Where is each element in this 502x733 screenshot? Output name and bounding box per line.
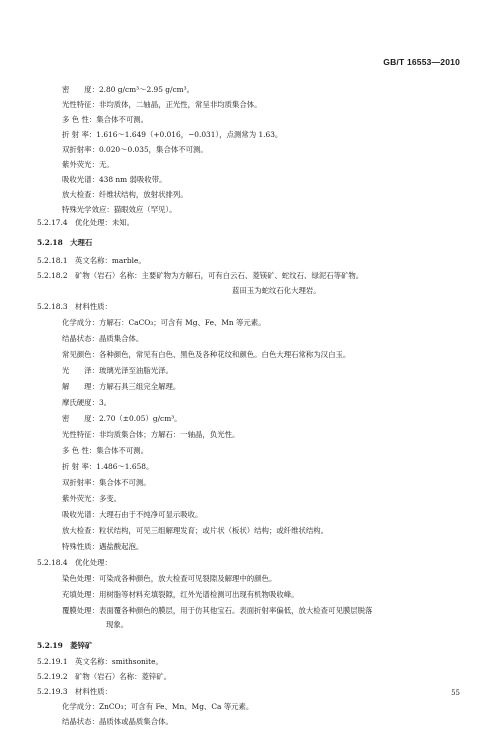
section-heading: 5.2.19.1 英文名称：smithsonite。 [37, 657, 163, 666]
text-line: 光性特征：非均质体，二轴晶，正光性，常呈非均质集合体。 [62, 100, 262, 109]
section-heading: 5.2.18.1 英文名称：marble。 [37, 256, 146, 265]
text-line: 蓝田玉为蛇纹石化大理岩。 [232, 286, 321, 295]
text-line: 紫外荧光：无。 [62, 160, 114, 169]
text-line: 吸收光谱：438 nm 弱吸收带。 [62, 175, 167, 184]
section-title: 5.2.19 菱锌矿 [37, 641, 93, 650]
text-line: 结晶状态：晶质集合体。 [62, 334, 144, 343]
text-line: 特殊性质：遇盐酸起泡。 [62, 542, 144, 551]
section-heading: 5.2.19.2 矿物（岩石）名称：菱锌矿。 [37, 672, 172, 681]
standard-number: GB/T 16553—2010 [383, 57, 460, 67]
text-line: 放大检查：纤维状结构，放射状排列。 [62, 190, 188, 199]
section-heading: 5.2.18.2 矿物（岩石）名称：主要矿物为方解石，可有白云石、菱镁矿、蛇纹石、绿泥石等矿物。 [37, 271, 364, 280]
text-line: 双折射率：集合体不可测。 [62, 478, 151, 487]
text-line: 放大检查：粒状结构，可见三组解理发育；或片状（板状）结构；或纤维状结构。 [62, 526, 329, 535]
section-heading: 5.2.18.3 材料性质： [37, 302, 112, 311]
text-line: 化学成分：ZnCO₃；可含有 Fe、Mn、Mg、Ca 等元素。 [62, 702, 254, 711]
section-heading: 5.2.18.4 优化处理： [37, 558, 112, 567]
section-heading: 5.2.19.3 材料性质： [37, 687, 112, 696]
text-line: 特殊光学效应：猫眼效应（罕见）。 [62, 205, 177, 214]
text-line: 覆膜处理：表面覆各种颜色的膜层，用于仿其他宝石。表面折射率偏低，放大检查可见膜层脱落 [62, 606, 373, 615]
text-line: 常见颜色：各种颜色，常见有白色、黑色及各种花纹和颜色。白色大理石常称为汉白玉。 [62, 350, 351, 359]
text-line: 多 色 性：集合体不可测。 [62, 446, 148, 455]
text-line: 结晶状态：晶质体或晶质集合体。 [62, 717, 173, 726]
text-line: 多 色 性：集合体不可测。 [62, 115, 148, 124]
text-line: 化学成分：方解石：CaCO₃；可含有 Mg、Fe、Mn 等元素。 [62, 318, 266, 327]
text-line: 折 射 率：1.486～1.658。 [62, 462, 154, 471]
text-line: 现象。 [106, 620, 129, 629]
section-title: 5.2.18 大理石 [37, 238, 93, 247]
text-line: 紫外荧光：多变。 [62, 494, 122, 503]
text-line: 染色处理：可染成各种颜色，放大检查可见裂隙及解理中的颜色。 [62, 574, 277, 583]
text-line: 双折射率：0.020～0.035，集合体不可测。 [62, 145, 208, 154]
text-line: 吸收光谱：大理石由于不纯净可显示吸收。 [62, 510, 203, 519]
text-line: 密 度：2.70（±0.05）g/cm³。 [62, 414, 182, 423]
text-line: 密 度：2.80 g/cm³～2.95 g/cm³。 [62, 85, 195, 94]
section-heading: 5.2.17.4 优化处理：未知。 [37, 218, 135, 227]
text-line: 充填处理：用树脂等材料充填裂隙，红外光谱检测可出现有机物吸收峰。 [62, 590, 299, 599]
text-line: 光 泽：玻璃光泽至油脂光泽。 [62, 366, 173, 375]
text-line: 解 理：方解石具三组完全解理。 [62, 382, 181, 391]
text-line: 摩氏硬度：3。 [62, 398, 112, 407]
text-line: 光性特征：非均质集合体；方解石：一轴晶，负光性。 [62, 430, 240, 439]
page-number: 55 [451, 689, 460, 697]
text-line: 折 射 率：1.616～1.649（+0.016，−0.031），点测常为 1.63。 [62, 130, 283, 139]
